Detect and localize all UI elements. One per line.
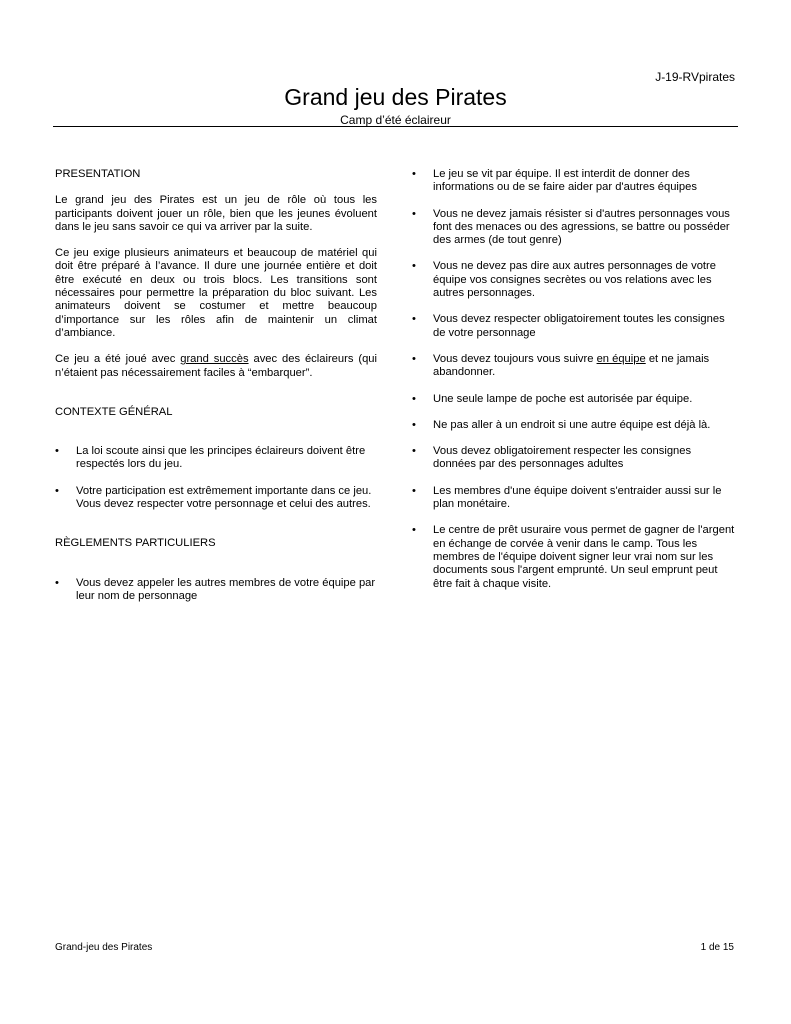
- page-subtitle: Camp d’été éclaireur: [340, 113, 451, 127]
- reglements-heading: RÈGLEMENTS PARTICULIERS: [55, 537, 216, 550]
- list-item: • Vous devez appeler les autres membres de votre équipe par leur nom de personnage: [55, 577, 377, 604]
- page-title: Grand jeu des Pirates: [284, 84, 507, 110]
- presentation-heading: PRESENTATION: [55, 168, 141, 180]
- list-item: • Ne pas aller à un endroit si une autre équipe est déjà là.: [412, 419, 736, 432]
- list-item: • Vous ne devez pas dire aux autres personnages de votre équipe vos consignes secrètes ou vos relations avec les autres personnages.: [412, 260, 736, 300]
- list-item: • Les membres d'une équipe doivent s'entraider aussi sur le plan monétaire.: [412, 485, 736, 512]
- list-item: • Vous devez toujours vous suivre en équipe et ne jamais abandonner.: [412, 353, 736, 380]
- page-number: 1 de 15: [700, 942, 734, 953]
- left-column: [55, 168, 377, 603]
- list-item: • Votre participation est extrêmement importante dans ce jeu. Vous devez respecter votre personnage et celui des autres.: [55, 485, 377, 512]
- list-item: • Une seule lampe de poche est autorisée par équipe.: [412, 393, 736, 406]
- reglements-list: [55, 577, 377, 604]
- document-code: J-19-RVpirates: [655, 70, 735, 84]
- right-column: [412, 168, 736, 591]
- list-item: • Le jeu se vit par équipe. Il est interdit de donner des informations ou de se faire aider par d'autres équipes: [412, 168, 736, 195]
- header-rule: [53, 126, 738, 127]
- rules-list: [412, 168, 736, 591]
- footer-title: Grand-jeu des Pirates: [55, 942, 153, 953]
- presentation-paragraph-1: Le grand jeu des Pirates est un jeu de rôle où tous les participants doivent jouer un rôle, bien que les jeunes évoluent dans le jeu sans savoir ce qui va arriver par la suite.: [55, 194, 377, 233]
- list-item: • Vous ne devez jamais résister si d'autres personnages vous font des menaces ou des agressions, se battre ou posséder des armes (de tout genre): [412, 208, 736, 248]
- underlined-text: grand succès: [180, 353, 249, 366]
- list-item: • La loi scoute ainsi que les principes éclaireurs doivent être respectés lors du jeu.: [55, 445, 377, 472]
- list-item: • Vous devez obligatoirement respecter les consignes données par des personnages adultes: [412, 445, 736, 472]
- list-item: • Vous devez respecter obligatoirement toutes les consignes de votre personnage: [412, 313, 736, 340]
- list-item: • Le centre de prêt usuraire vous permet de gagner de l'argent en échange de corvée à venir dans le camp. Tous les membres de l'équipe doivent signer leur vrai nom sur les documents sous l'argent emprunté. Un seul emprunt peut être fait à chaque visite.: [412, 524, 736, 590]
- presentation-paragraph-3: Ce jeu a été joué avec grand succès avec des éclaireurs (qui n’étaient pas nécessairement faciles à “embarquer”.: [55, 353, 377, 379]
- underlined-text: en équipe: [596, 352, 646, 365]
- contexte-heading: CONTEXTE GÉNÉRAL: [55, 405, 173, 418]
- presentation-paragraph-2: Ce jeu exige plusieurs animateurs et beaucoup de matériel qui doit être préparé à l’avance. Il dure une journée entière et doit être exécuté en deux ou trois blocs. Les transitions sont nécessaires pour permettre la préparation du bloc suivant. Les animateurs doivent se costumer et mettre beaucoup d’importance sur les rôles afin de maintenir un climat d’ambiance.: [55, 247, 377, 339]
- contexte-list: [55, 445, 377, 511]
